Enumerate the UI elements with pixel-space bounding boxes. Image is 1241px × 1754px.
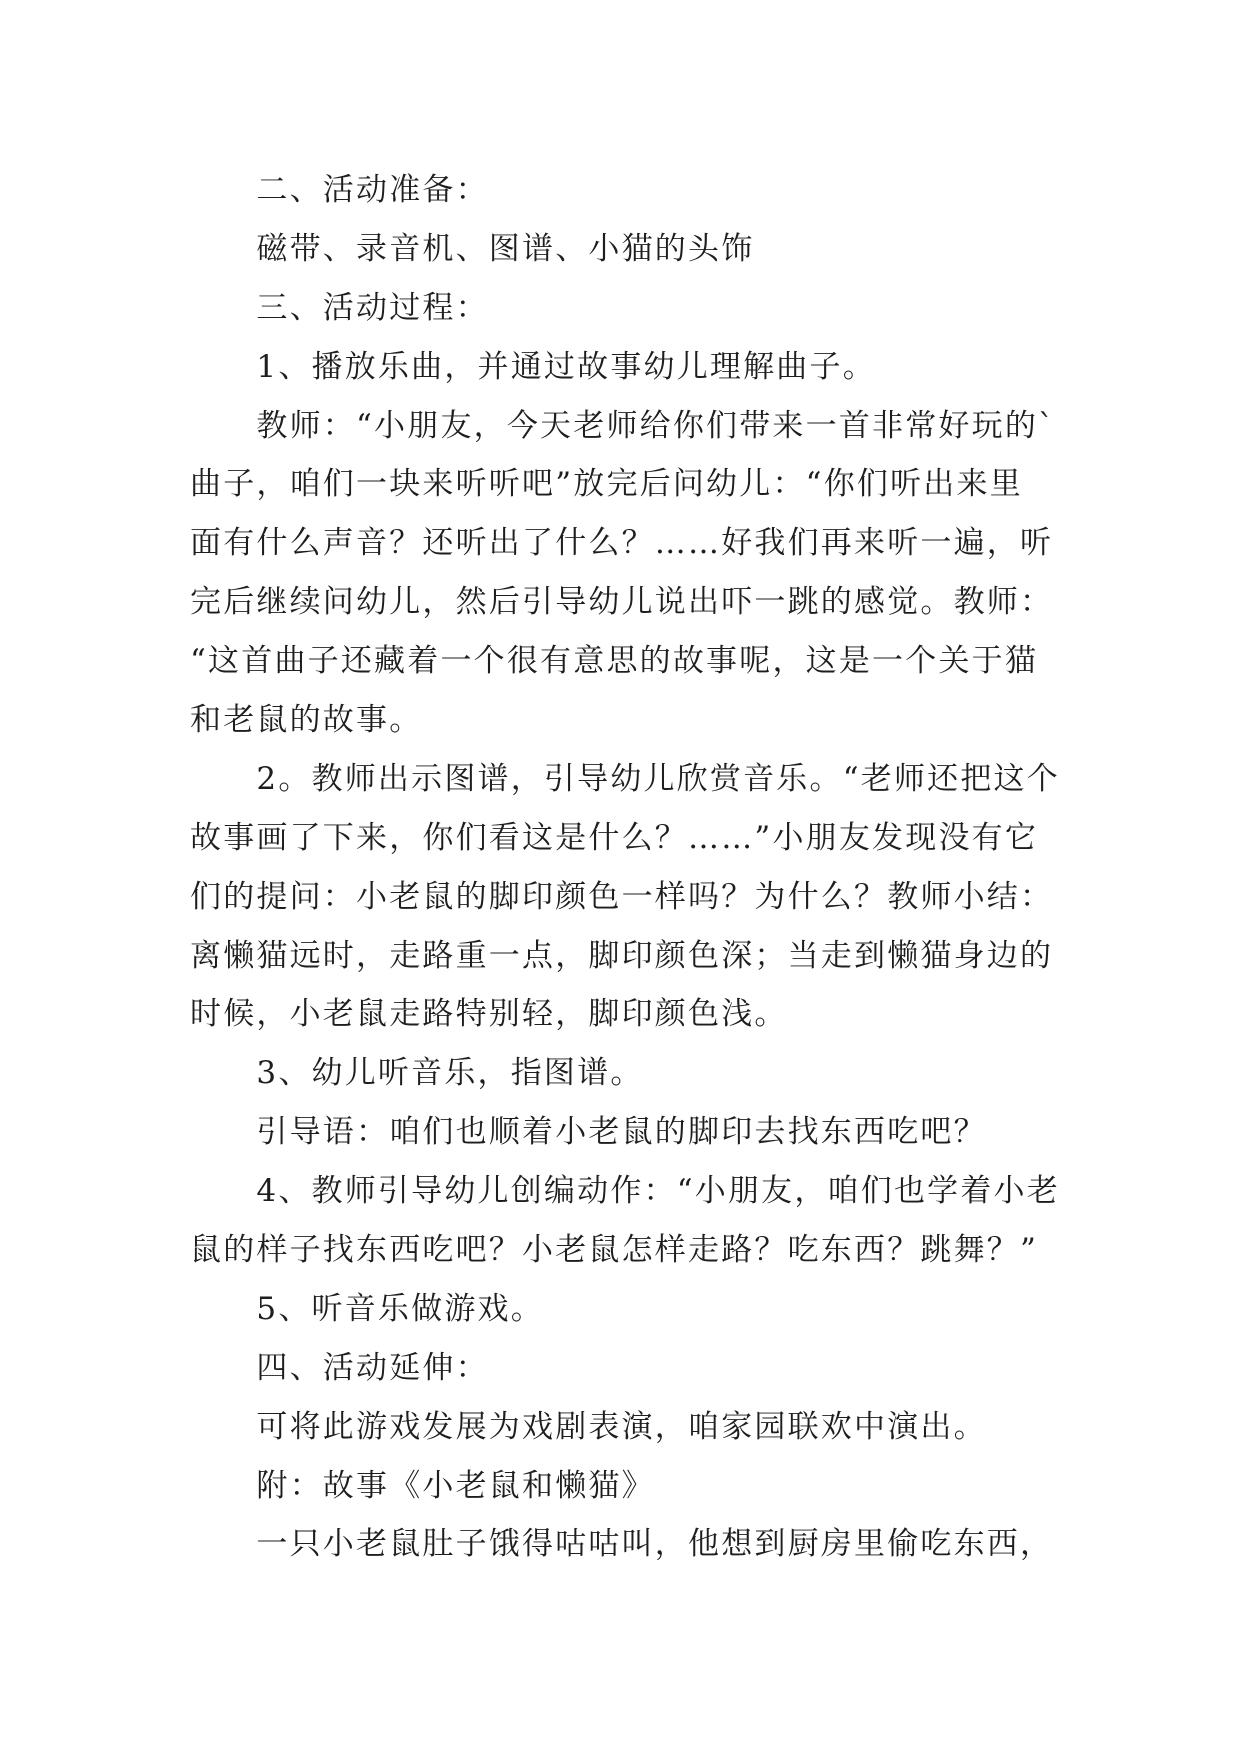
- section-heading-extension: 四、活动延伸：: [256, 1349, 489, 1386]
- section-heading-preparation: 二、活动准备：: [256, 172, 489, 208]
- paragraph-line: 面有什么声音？还听出了什么？……好我们再来听一遍，听: [190, 525, 1054, 562]
- paragraph-line: 磁带、录音机、图谱、小猫的头饰: [256, 230, 755, 267]
- paragraph-line: 和老鼠的故事。: [190, 702, 423, 739]
- paragraph-line: 故事画了下来，你们看这是什么？……”小朋友发现没有它: [190, 819, 1039, 856]
- story-title: 附：故事《小老鼠和懒猫》: [256, 1467, 655, 1504]
- paragraph-line: 引导语：咱们也顺着小老鼠的脚印去找东西吃吧？: [256, 1114, 987, 1151]
- paragraph-line: 教师：“小朋友，今天老师给你们带来一首非常好玩的`: [256, 407, 1056, 444]
- section-heading-process: 三、活动过程：: [256, 289, 489, 326]
- step-line-3: 3、幼儿听音乐，指图谱。: [256, 1055, 644, 1092]
- paragraph-line: 鼠的样子找东西吃吧？小老鼠怎样走路？吃东西？跳舞？”: [190, 1232, 1039, 1269]
- paragraph-line: 们的提问：小老鼠的脚印颜色一样吗？为什么？教师小结：: [190, 878, 1054, 915]
- paragraph-line: 一只小老鼠肚子饿得咕咕叫，他想到厨房里偷吃东西，: [256, 1526, 1054, 1563]
- paragraph-line: 时候，小老鼠走路特别轻，脚印颜色浅。: [190, 996, 788, 1033]
- paragraph-line: 可将此游戏发展为戏剧表演，咱家园联欢中演出。: [256, 1408, 987, 1445]
- paragraph-line: 曲子，咱们一块来听听吧”放完后问幼儿：“你们听出来里: [190, 466, 1023, 503]
- step-line-1: 1、播放乐曲，并通过故事幼儿理解曲子。: [256, 348, 876, 385]
- step-line-2: 2。教师出示图谱，引导幼儿欣赏音乐。“老师还把这个: [256, 760, 1060, 797]
- document-body: [190, 161, 1060, 1574]
- paragraph-line: 离懒猫远时，走路重一点，脚印颜色深；当走到懒猫身边的: [190, 937, 1054, 974]
- step-line-5: 5、听音乐做游戏。: [256, 1290, 544, 1327]
- step-line-4: 4、教师引导幼儿创编动作：“小朋友，咱们也学着小老: [256, 1173, 1060, 1210]
- paragraph-line: “这首曲子还藏着一个很有意思的故事呢，这是一个关于猫: [190, 643, 1039, 680]
- paragraph-line: 完后继续问幼儿，然后引导幼儿说出吓一跳的感觉。教师：: [190, 584, 1054, 621]
